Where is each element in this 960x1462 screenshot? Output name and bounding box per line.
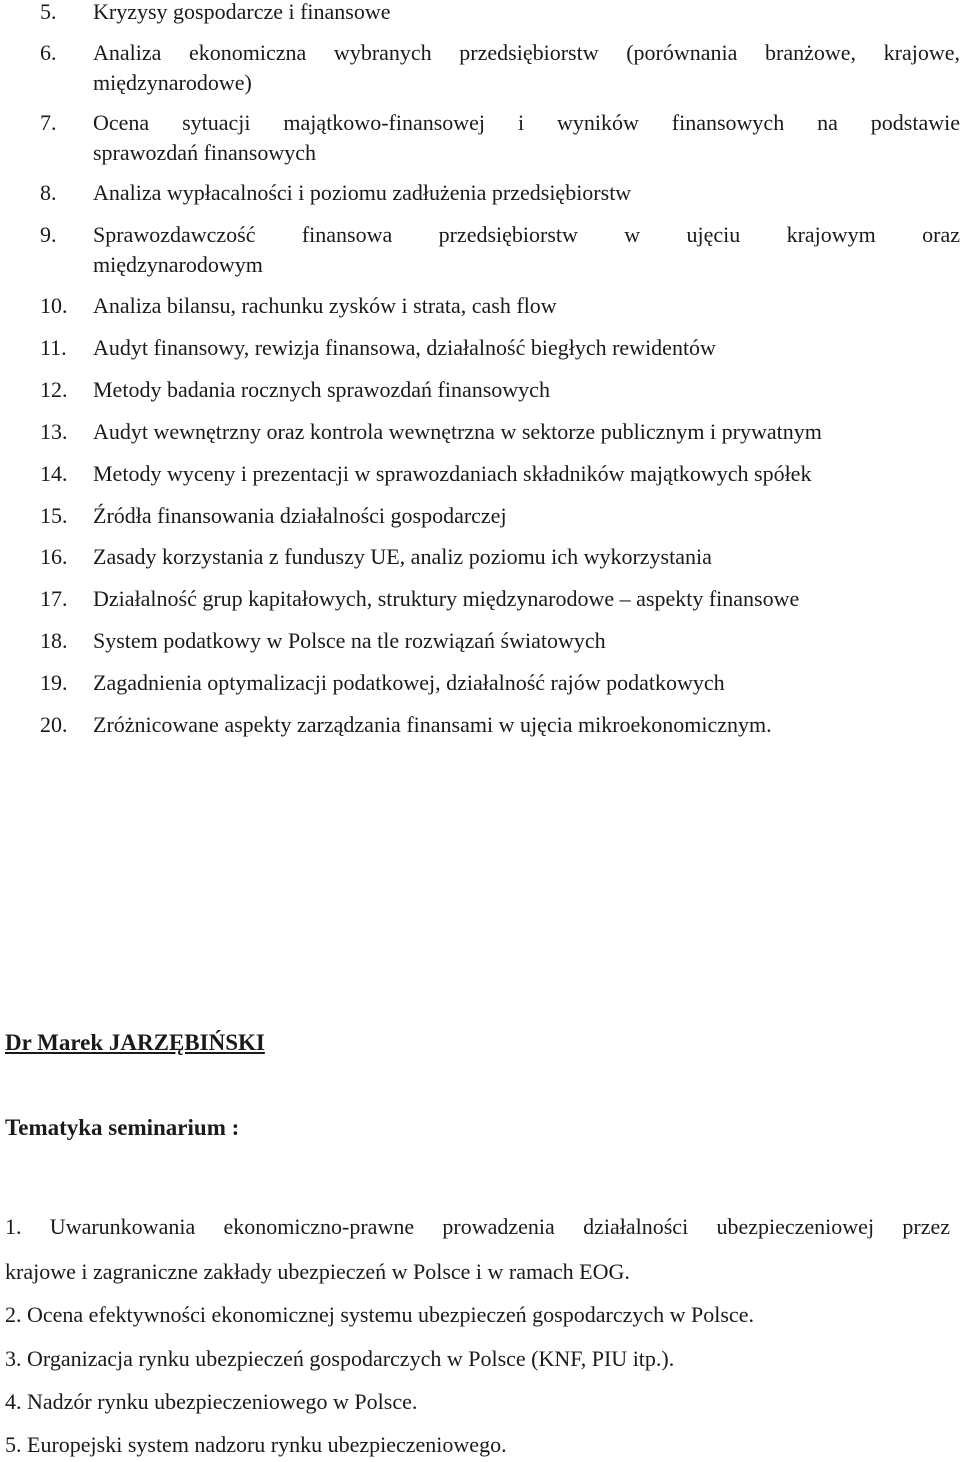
item-text: Metody wyceny i prezentacji w sprawozdaniach składników majątkowych spółek — [93, 461, 812, 486]
item-text: Działalność grup kapitałowych, struktury międzynarodowe – aspekty finansowe — [93, 586, 800, 611]
item-number: 17. — [40, 586, 68, 611]
item-text: Sprawozdawczość finansowa przedsiębiorstw w ujęciu krajowym oraz — [93, 222, 960, 247]
seminar-item: 5. Europejski system nadzoru rynku ubezpieczeniowego. — [5, 1432, 507, 1457]
item-number: 18. — [40, 628, 68, 653]
item-text: Źródła finansowania działalności gospodarczej — [93, 503, 507, 528]
item-text-continuation: międzynarodowe) — [93, 70, 252, 95]
item-text: Audyt finansowy, rewizja finansowa, działalność biegłych rewidentów — [93, 335, 716, 360]
item-text: Metody badania rocznych sprawozdań finansowych — [93, 377, 550, 402]
item-number: 15. — [40, 503, 68, 528]
item-text: Analiza wypłacalności i poziomu zadłużenia przedsiębiorstw — [93, 180, 632, 205]
item-number: 7. — [40, 110, 57, 135]
seminar-item-continuation: krajowe i zagraniczne zakłady ubezpieczeń w Polsce i w ramach EOG. — [5, 1259, 630, 1284]
item-number: 8. — [40, 180, 57, 205]
item-text-continuation: sprawozdań finansowych — [93, 140, 316, 165]
item-text: Ocena sytuacji majątkowo-finansowej i wyników finansowych na podstawie — [93, 110, 960, 135]
seminar-heading: Tematyka seminarium : — [5, 1115, 240, 1140]
item-number: 13. — [40, 419, 68, 444]
item-number: 19. — [40, 670, 68, 695]
item-number: 16. — [40, 544, 68, 569]
item-number: 9. — [40, 222, 57, 247]
item-number: 5. — [40, 0, 57, 24]
seminar-item: 4. Nadzór rynku ubezpieczeniowego w Polsce. — [5, 1389, 418, 1414]
author-name: Dr Marek JARZĘBIŃSKI — [5, 1030, 265, 1055]
item-number: 14. — [40, 461, 68, 486]
item-number: 12. — [40, 377, 68, 402]
item-text: Analiza bilansu, rachunku zysków i strata, cash flow — [93, 293, 557, 318]
item-text-continuation: międzynarodowym — [93, 252, 263, 277]
item-text: System podatkowy w Polsce na tle rozwiązań światowych — [93, 628, 606, 653]
seminar-item: 2. Ocena efektywności ekonomicznej systemu ubezpieczeń gospodarczych w Polsce. — [5, 1302, 754, 1327]
item-text: Zasady korzystania z funduszy UE, analiz poziomu ich wykorzystania — [93, 544, 712, 569]
item-text: Audyt wewnętrzny oraz kontrola wewnętrzna w sektorze publicznym i prywatnym — [93, 419, 822, 444]
item-number: 6. — [40, 40, 57, 65]
item-text: Analiza ekonomiczna wybranych przedsiębiorstw (porównania branżowe, krajowe, — [93, 40, 960, 65]
item-text: Zróżnicowane aspekty zarządzania finansami w ujęcia mikroekonomicznym. — [93, 712, 772, 737]
seminar-item: 1. Uwarunkowania ekonomiczno-prawne prowadzenia działalności ubezpieczeniowej przez — [5, 1214, 950, 1239]
item-number: 11. — [40, 335, 67, 360]
item-text: Zagadnienia optymalizacji podatkowej, działalność rajów podatkowych — [93, 670, 725, 695]
item-text: Kryzysy gospodarcze i finansowe — [93, 0, 391, 24]
item-number: 10. — [40, 293, 68, 318]
seminar-item: 3. Organizacja rynku ubezpieczeń gospodarczych w Polsce (KNF, PIU itp.). — [5, 1346, 675, 1371]
item-number: 20. — [40, 712, 68, 737]
